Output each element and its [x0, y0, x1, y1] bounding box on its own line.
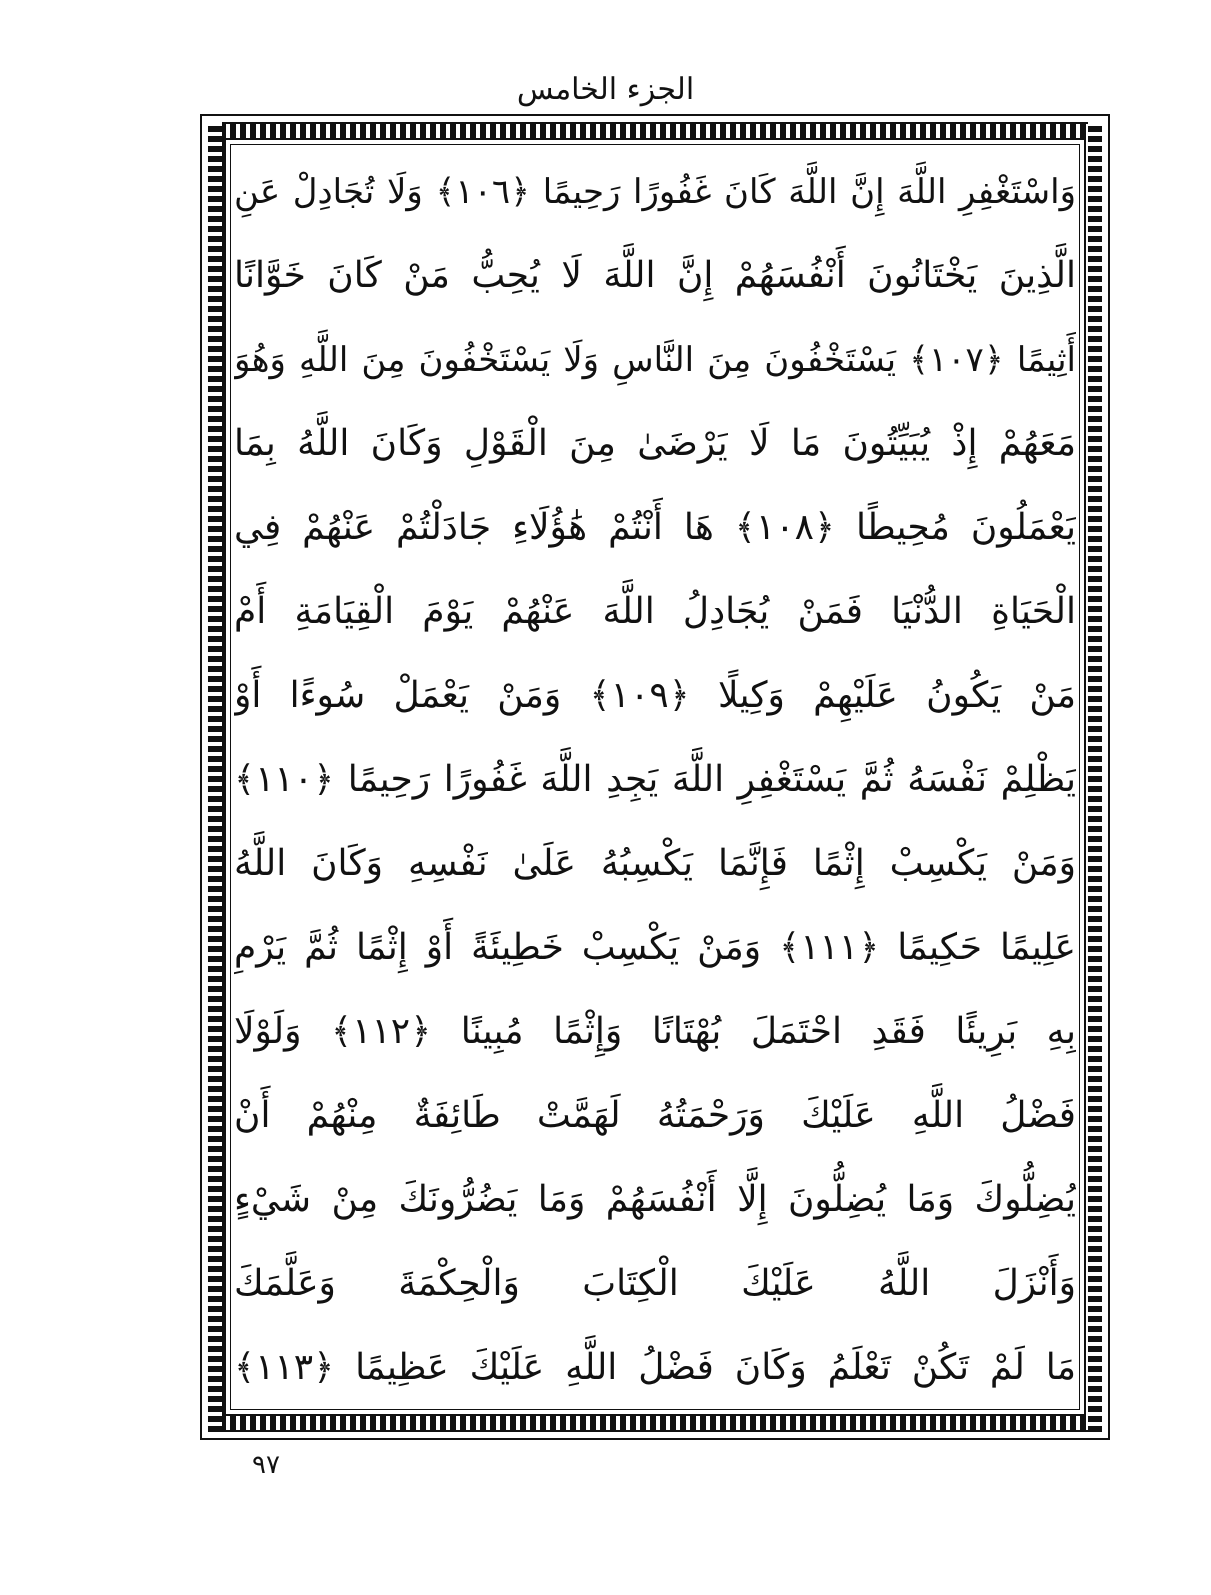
text-line-12: فَضْلُ اللَّهِ عَلَيْكَ وَرَحْمَتُهُ لَهَمَّتْ طَائِفَةٌ مِنْهُمْ أَنْ	[234, 1095, 1076, 1136]
text-line-10: عَلِيمًا حَكِيمًا ﴿١١١﴾ وَمَنْ يَكْسِبْ خَطِيئَةً أَوْ إِثْمًا ثُمَّ يَرْمِ	[234, 927, 1076, 968]
page-number: ٩٧	[252, 1450, 280, 1480]
text-line-11: بِهِ بَرِيئًا فَقَدِ احْتَمَلَ بُهْتَانًا وَإِثْمًا مُبِينًا ﴿١١٢﴾ وَلَوْلَا	[234, 1011, 1076, 1052]
frame-chain-border-right	[1088, 122, 1102, 1432]
text-line-9: وَمَنْ يَكْسِبْ إِثْمًا فَإِنَّمَا يَكْسِبُهُ عَلَىٰ نَفْسِهِ وَكَانَ اللَّهُ	[234, 843, 1076, 884]
text-line-8: يَظْلِمْ نَفْسَهُ ثُمَّ يَسْتَغْفِرِ اللَّهَ يَجِدِ اللَّهَ غَفُورًا رَحِيمًا ﴿١١٠﴾	[234, 759, 1076, 800]
text-line-4: مَعَهُمْ إِذْ يُبَيِّتُونَ مَا لَا يَرْضَىٰ مِنَ الْقَوْلِ وَكَانَ اللَّهُ بِمَا	[234, 423, 1076, 464]
text-line-2: الَّذِينَ يَخْتَانُونَ أَنْفُسَهُمْ إِنَّ اللَّهَ لَا يُحِبُّ مَنْ كَانَ خَوَّانًا	[234, 255, 1076, 296]
text-line-6: الْحَيَاةِ الدُّنْيَا فَمَنْ يُجَادِلُ اللَّهَ عَنْهُمْ يَوْمَ الْقِيَامَةِ أَمْ	[234, 591, 1076, 632]
quran-text-block	[234, 150, 1076, 1410]
text-line-14: وَأَنْزَلَ اللَّهُ عَلَيْكَ الْكِتَابَ وَالْحِكْمَةَ وَعَلَّمَكَ	[234, 1263, 1076, 1304]
frame-chain-border-left	[208, 122, 222, 1432]
text-line-1: وَاسْتَغْفِرِ اللَّهَ إِنَّ اللَّهَ كَانَ غَفُورًا رَحِيمًا ﴿١٠٦﴾ وَلَا تُجَادِلْ عَنِ	[234, 172, 1076, 212]
text-line-5: يَعْمَلُونَ مُحِيطًا ﴿١٠٨﴾ هَا أَنْتُمْ هَٰؤُلَاءِ جَادَلْتُمْ عَنْهُمْ فِي	[234, 507, 1076, 548]
text-line-7: مَنْ يَكُونُ عَلَيْهِمْ وَكِيلًا ﴿١٠٩﴾ وَمَنْ يَعْمَلْ سُوءًا أَوْ	[234, 675, 1076, 716]
page-header-title: الجزء الخامس	[516, 72, 695, 107]
text-line-13: يُضِلُّوكَ وَمَا يُضِلُّونَ إِلَّا أَنْفُسَهُمْ وَمَا يَضُرُّونَكَ مِنْ شَيْءٍ	[234, 1179, 1076, 1220]
text-line-15: مَا لَمْ تَكُنْ تَعْلَمُ وَكَانَ فَضْلُ اللَّهِ عَلَيْكَ عَظِيمًا ﴿١١٣﴾	[234, 1347, 1076, 1388]
text-line-3: أَثِيمًا ﴿١٠٧﴾ يَسْتَخْفُونَ مِنَ النَّاسِ وَلَا يَسْتَخْفُونَ مِنَ اللَّهِ وَهُوَ	[234, 340, 1076, 380]
